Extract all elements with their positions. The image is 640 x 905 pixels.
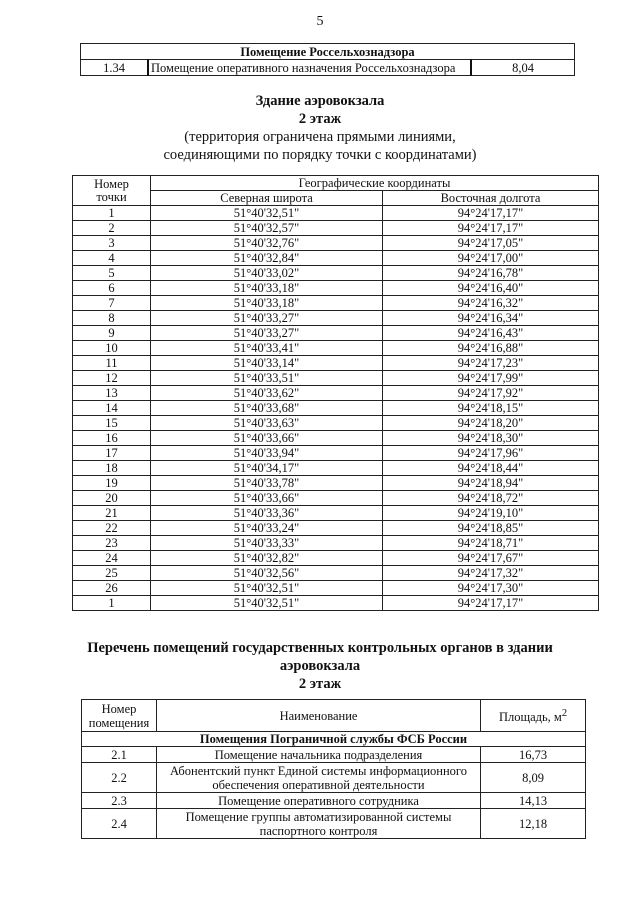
header-room-name: Наименование [157, 700, 481, 732]
longitude: 94°24'18,44" [383, 461, 599, 476]
latitude: 51°40'33,62" [151, 386, 383, 401]
table-row [73, 326, 599, 341]
table-row [73, 236, 599, 251]
room-name [157, 809, 481, 839]
latitude: 51°40'32,51" [151, 596, 383, 611]
header-room-area-sup: 2 [561, 707, 568, 719]
table-row [73, 506, 599, 521]
point-number: 25 [73, 566, 151, 581]
room-area: 14,13 [481, 793, 586, 809]
longitude: 94°24'17,17" [383, 596, 599, 611]
header-room-number-line1: Номер [101, 701, 137, 716]
longitude: 94°24'17,00" [383, 251, 599, 266]
latitude: 51°40'33,33" [151, 536, 383, 551]
point-number: 8 [73, 311, 151, 326]
point-number: 19 [73, 476, 151, 491]
table-row [73, 596, 599, 611]
premises-table [81, 699, 586, 839]
building-title: Здание аэровокзала [255, 93, 385, 109]
room-area: 8,04 [471, 60, 575, 76]
point-number: 20 [73, 491, 151, 506]
header-room-area [481, 700, 586, 732]
point-number: 11 [73, 356, 151, 371]
table-row [73, 581, 599, 596]
boundary-note-line1: (территория ограничена прямыми линиями, [184, 129, 456, 145]
point-number: 4 [73, 251, 151, 266]
latitude: 51°40'32,76" [151, 236, 383, 251]
table-row [73, 206, 599, 221]
latitude: 51°40'33,51" [151, 371, 383, 386]
room-name [157, 793, 481, 809]
longitude: 94°24'16,88" [383, 341, 599, 356]
latitude: 51°40'32,56" [151, 566, 383, 581]
latitude: 51°40'33,27" [151, 311, 383, 326]
table-row [73, 386, 599, 401]
longitude: 94°24'16,43" [383, 326, 599, 341]
latitude: 51°40'33,68" [151, 401, 383, 416]
longitude: 94°24'17,17" [383, 206, 599, 221]
latitude: 51°40'33,78" [151, 476, 383, 491]
longitude: 94°24'16,32" [383, 296, 599, 311]
latitude: 51°40'33,94" [151, 446, 383, 461]
table-row [73, 221, 599, 236]
longitude: 94°24'18,30" [383, 431, 599, 446]
longitude: 94°24'17,96" [383, 446, 599, 461]
longitude: 94°24'17,99" [383, 371, 599, 386]
point-number: 18 [73, 461, 151, 476]
longitude: 94°24'19,10" [383, 506, 599, 521]
header-point-number-line1: Номер [94, 176, 129, 191]
table-row [73, 476, 599, 491]
table-row [82, 763, 586, 793]
latitude: 51°40'32,84" [151, 251, 383, 266]
table-row [73, 296, 599, 311]
longitude: 94°24'17,30" [383, 581, 599, 596]
table-row [73, 251, 599, 266]
room-number: 1.34 [81, 60, 149, 76]
table-row [73, 281, 599, 296]
latitude: 51°40'32,57" [151, 221, 383, 236]
table-row [73, 491, 599, 506]
point-number: 16 [73, 431, 151, 446]
table-row [73, 431, 599, 446]
room-number: 2.2 [82, 763, 157, 793]
latitude: 51°40'32,51" [151, 581, 383, 596]
point-number: 3 [73, 236, 151, 251]
longitude: 94°24'17,23" [383, 356, 599, 371]
table-row [73, 266, 599, 281]
table-row [73, 536, 599, 551]
section-title: Помещение Россельхознадзора [81, 44, 575, 60]
room-name-line2: паспортного контроля [259, 823, 378, 838]
header-geo-coordinates: Географические координаты [151, 176, 599, 191]
header-point-number [73, 176, 151, 206]
point-number: 21 [73, 506, 151, 521]
room-area: 16,73 [481, 747, 586, 763]
rosselkhoznadzor-table [80, 43, 575, 76]
longitude: 94°24'18,94" [383, 476, 599, 491]
room-name-line1: Помещение начальника подразделения [214, 747, 423, 762]
latitude: 51°40'33,18" [151, 281, 383, 296]
header-room-area-text: Площадь, м [498, 710, 562, 725]
room-name-line1: Абонентский пункт Единой системы информационного [170, 763, 467, 778]
point-number: 7 [73, 296, 151, 311]
longitude: 94°24'17,17" [383, 221, 599, 236]
table-row [73, 521, 599, 536]
table-row [73, 356, 599, 371]
point-number: 14 [73, 401, 151, 416]
table-row [82, 793, 586, 809]
point-number: 13 [73, 386, 151, 401]
premises-list-title-line2: аэровокзала [279, 658, 361, 674]
room-number: 2.1 [82, 747, 157, 763]
table-row [73, 371, 599, 386]
point-number: 26 [73, 581, 151, 596]
longitude: 94°24'18,15" [383, 401, 599, 416]
header-point-number-line2: точки [96, 189, 127, 204]
point-number: 17 [73, 446, 151, 461]
coordinates-table [72, 175, 599, 611]
table-row [73, 551, 599, 566]
table-row [73, 566, 599, 581]
table-row [73, 446, 599, 461]
point-number: 9 [73, 326, 151, 341]
longitude: 94°24'18,71" [383, 536, 599, 551]
header-room-number-line2: помещения [88, 715, 150, 730]
latitude: 51°40'33,66" [151, 431, 383, 446]
room-area: 8,09 [481, 763, 586, 793]
longitude: 94°24'16,40" [383, 281, 599, 296]
point-number: 24 [73, 551, 151, 566]
point-number: 6 [73, 281, 151, 296]
table-row [73, 401, 599, 416]
table-row [81, 60, 575, 76]
section-title: Помещения Пограничной службы ФСБ России [82, 732, 586, 747]
boundary-note-line2: соединяющими по порядку точки с координатами) [163, 147, 477, 163]
room-number: 2.4 [82, 809, 157, 839]
latitude: 51°40'33,63" [151, 416, 383, 431]
latitude: 51°40'33,24" [151, 521, 383, 536]
latitude: 51°40'33,36" [151, 506, 383, 521]
point-number: 10 [73, 341, 151, 356]
table-row [82, 747, 586, 763]
longitude: 94°24'18,85" [383, 521, 599, 536]
room-number: 2.3 [82, 793, 157, 809]
table-row [73, 461, 599, 476]
page-number: 5 [316, 14, 324, 29]
point-number: 22 [73, 521, 151, 536]
longitude: 94°24'16,78" [383, 266, 599, 281]
premises-list-title-line1: Перечень помещений государственных контрольных органов в здании [87, 640, 553, 656]
latitude: 51°40'33,18" [151, 296, 383, 311]
longitude: 94°24'16,34" [383, 311, 599, 326]
longitude: 94°24'18,20" [383, 416, 599, 431]
longitude: 94°24'17,67" [383, 551, 599, 566]
longitude: 94°24'17,32" [383, 566, 599, 581]
header-longitude: Восточная долгота [383, 191, 599, 206]
room-name [157, 763, 481, 793]
premises-list-floor: 2 этаж [298, 676, 342, 692]
latitude: 51°40'32,51" [151, 206, 383, 221]
longitude: 94°24'17,92" [383, 386, 599, 401]
latitude: 51°40'33,14" [151, 356, 383, 371]
table-row [82, 809, 586, 839]
point-number: 5 [73, 266, 151, 281]
room-name-line2: обеспечения оперативной деятельности [212, 777, 425, 792]
latitude: 51°40'33,66" [151, 491, 383, 506]
room-area: 12,18 [481, 809, 586, 839]
latitude: 51°40'33,27" [151, 326, 383, 341]
point-number: 12 [73, 371, 151, 386]
point-number: 2 [73, 221, 151, 236]
table-row [73, 341, 599, 356]
latitude: 51°40'33,41" [151, 341, 383, 356]
room-name: Помещение оперативного назначения Россельхознадзора [148, 60, 471, 76]
room-name [157, 747, 481, 763]
longitude: 94°24'17,05" [383, 236, 599, 251]
table-row [73, 416, 599, 431]
point-number: 15 [73, 416, 151, 431]
table-row [73, 311, 599, 326]
point-number: 1 [73, 206, 151, 221]
room-name-line1: Помещение группы автоматизированной системы [185, 809, 452, 824]
point-number: 23 [73, 536, 151, 551]
latitude: 51°40'33,02" [151, 266, 383, 281]
header-room-number [82, 700, 157, 732]
header-latitude: Северная широта [151, 191, 383, 206]
room-name-line1: Помещение оперативного сотрудника [218, 793, 419, 808]
longitude: 94°24'18,72" [383, 491, 599, 506]
building-floor: 2 этаж [298, 111, 342, 127]
point-number: 1 [73, 596, 151, 611]
latitude: 51°40'34,17" [151, 461, 383, 476]
latitude: 51°40'32,82" [151, 551, 383, 566]
